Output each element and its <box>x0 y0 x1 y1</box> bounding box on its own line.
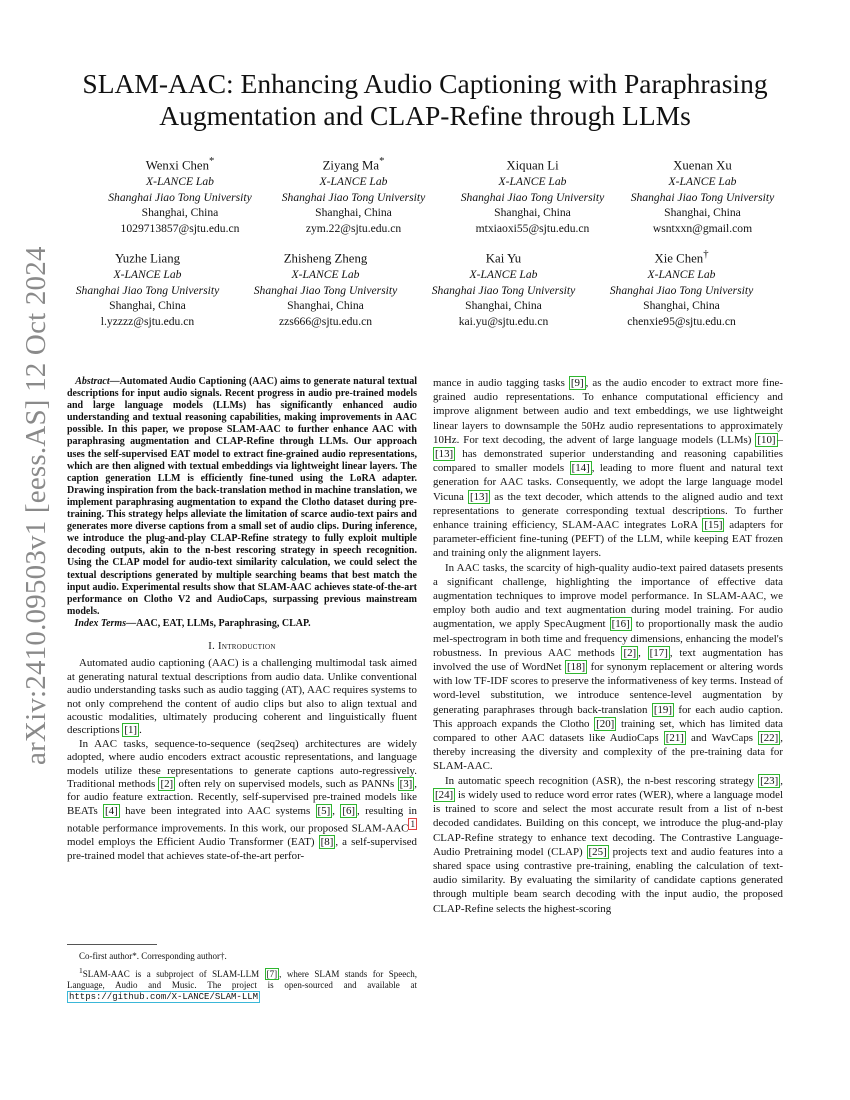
citation-link[interactable]: [3] <box>399 778 413 791</box>
author-name: Zhisheng Zheng <box>283 251 368 266</box>
author-email[interactable]: wsntxxn@gmail.com <box>652 222 753 236</box>
paragraph-text: projects text and audio features into a shared space using contrastive pre-training, enabling the calculation of text-audio similarity. By evaluating the similarity of candidate captions generated through multiple beam search decoding with the input audio, the proposed CLAP-Refine selects the highest-scoring <box>433 845 783 915</box>
author-location: Shanghai, China <box>109 299 186 313</box>
citation-link[interactable]: [15] <box>704 519 723 532</box>
abstract-label: Abstract <box>75 376 110 387</box>
author-location: Shanghai, China <box>494 206 571 220</box>
author-university: Shanghai Jiao Tong University <box>75 283 220 297</box>
author-mark: † <box>703 249 709 260</box>
paragraph-text: , <box>332 804 341 817</box>
citation-link[interactable]: [13] <box>469 490 489 503</box>
paragraph-text: In automatic speech recognition (ASR), the n-best rescoring strategy <box>445 774 759 787</box>
footnote-mark: 1 <box>79 966 83 975</box>
citation-link[interactable]: [20] <box>596 717 615 730</box>
citation-link[interactable]: [16] <box>611 618 630 631</box>
intro-paragraph <box>433 561 783 774</box>
left-column <box>67 376 417 863</box>
author-location: Shanghai, China <box>465 299 542 313</box>
abstract-text: —Automated Audio Captioning (AAC) aims to generate natural textual descriptions for input audio signals. Recent progress in audio pre-trained models and large language models (LLMs) has significantly enhanced audio understanding and textual reasoning capabilities, making improvements in AAC possible. In this paper, we propose SLAM-AAC to further enhance AAC with paraphrasing augmentation and CLAP-Refine through LLMs. Our approach uses the self-supervised EAT model to extract fine-grained audio representations, which are then aligned with textual embeddings via lightweight linear layers. The caption generation LLM is efficiently fine-tuned using the LoRA adapter. Drawing inspiration from the back-translation method in machine translation, we implement paraphrasing augmentation to expand the Clotho dataset during pre-training. This strategy helps alleviate the limitation of scarce audio-text pairs and generates more diverse captions from a small set of audio clips. During inference, we introduce the plug-and-play CLAP-Refine strategy to fully exploit multiple decoding outputs, akin to the n-best rescoring strategy in speech recognition. Using the CLAP model for audio-text similarity calculation, we could select the textual descriptions generated by multiple searching beams that best match the input audio. Experimental results show that SLAM-AAC achieves state-of-the-art performance on Clotho V2 and AudioCaps, surpassing previous mainstream models. <box>67 376 418 617</box>
citation-link[interactable]: [2] <box>623 646 637 659</box>
paragraph-text: has demonstrated superior understanding and reasoning capabilities compared to smaller models <box>433 448 783 475</box>
author-mark: * <box>208 156 215 167</box>
author-lab: X-LANCE Lab <box>498 175 567 189</box>
paragraph-text: mance in audio tagging tasks <box>433 377 569 389</box>
paragraph-text: In AAC tasks, sequence-to-sequence (seq2seq) architectures are widely adopted, where audio encoders extract acoustic representations, and language models utilize these representations to generate captions auto-regressively. Traditional methods <box>67 737 417 791</box>
intro-paragraph <box>433 376 783 561</box>
paragraph-text: , resulting in notable performance improvements. In this work, our proposed SLAM-AAC <box>67 804 417 835</box>
citation-link[interactable]: [7] <box>266 969 278 979</box>
author-university: Shanghai Jiao Tong University <box>630 190 775 204</box>
paragraph-text: , <box>780 774 783 787</box>
author-name: Wenxi Chen <box>145 158 209 173</box>
author-block <box>251 153 456 237</box>
author-email[interactable]: 1029713857@sjtu.edu.cn <box>120 222 240 236</box>
author-lab: X-LANCE Lab <box>146 175 214 189</box>
paragraph-text: and WavCaps <box>685 732 759 745</box>
author-name: Xuenan Xu <box>673 158 732 173</box>
author-block <box>610 153 795 237</box>
index-terms-text: —AAC, EAT, LLMs, Paraphrasing, CLAP. <box>126 617 311 629</box>
footnote-coauthor: Co-first author*. Corresponding author†. <box>79 951 227 961</box>
citation-link[interactable]: [2] <box>160 778 174 791</box>
paragraph-text: – <box>777 433 783 446</box>
author-location: Shanghai, China <box>643 299 720 313</box>
author-email[interactable]: mtxiaoxi55@sjtu.edu.cn <box>475 222 590 236</box>
paragraph-text: , text augmentation has involved the use of WordNet <box>433 646 783 674</box>
author-email[interactable]: zym.22@sjtu.edu.cn <box>305 222 402 236</box>
citation-link[interactable]: [22] <box>760 732 779 745</box>
citation-link[interactable]: [10] <box>757 433 776 446</box>
paragraph-text: In AAC tasks, the scarcity of high-quality audio-text paired datasets presents a significant challenge, highlighting the importance of effective data augmentation techniques to improve model performance. In SLAM-AAC, we employ both audio and text augmentation during model training. For audio augmentation, we apply SpecAugment <box>433 561 783 631</box>
intro-paragraph: Automated audio captioning (AAC) is a challenging multimodal task aimed at generating natural textual descriptions from audio data. Unlike conventional audio understanding tasks such as audio tagging (AT), AAC requires systems to not only comprehend the content of audio clips but also to align textual and acoustic modalities, ultimately producing coherent and linguistically fluent descriptions [1] . <box>67 657 417 737</box>
paragraph-text: , <box>638 646 648 659</box>
author-lab: X-LANCE Lab <box>647 268 716 282</box>
abstract <box>67 376 417 618</box>
author-name: Kai Yu <box>485 251 522 266</box>
author-block <box>85 153 275 237</box>
section-numeral: I. <box>208 640 219 652</box>
footnote-link[interactable]: 1 <box>410 819 415 830</box>
paragraph-text: for synonym replacement or altering words with low TF-IDF scores to preserve the informativeness of key terms. Instead of word-level substitution, we introduce sentence-level augmentation by generating paraphrases through back-translation <box>433 661 783 716</box>
citation-link[interactable]: [23] <box>760 774 779 787</box>
arxiv-identifier-stamp: arXiv:2410.09503v1 [eess.AS] 12 Oct 2024 <box>20 246 52 765</box>
author-university: Shanghai Jiao Tong University <box>609 283 754 297</box>
paragraph-text: as the text decoder, which attends to the aligned audio and text representations to generate corresponding textual descriptions. To further enhance training efficiency, SLAM-AAC integrates LoRA <box>433 490 783 532</box>
author-name: Xiquan Li <box>506 158 559 173</box>
paragraph-text: is widely used to reduce word error rates (WER), where a language model is trained to score and select the most accurate result from a list of n-best decoded candidates. Building on this concept, we introduce the plug-and-play CLAP-Refine strategy to enhance text decoding. The Contrastive Language-Audio Pretraining model (CLAP) <box>433 788 783 858</box>
citation-link[interactable]: [9] <box>570 377 584 389</box>
citation-link[interactable]: [14] <box>571 462 590 475</box>
author-email[interactable]: l.yzzzz@sjtu.edu.cn <box>100 315 195 329</box>
author-university: Shanghai Jiao Tong University <box>281 190 426 204</box>
footnotes <box>67 951 417 1006</box>
intro-paragraph <box>433 774 783 916</box>
author-location: Shanghai, China <box>664 206 741 220</box>
author-name: Yuzhe Liang <box>114 251 181 266</box>
paragraph-text: adapters for parameter-efficient fine-tuning (PEFT) of the LLM, while keeping EAT frozen and training only the alignment layers. <box>433 519 783 560</box>
citation-link[interactable]: [6] <box>342 804 356 817</box>
github-link[interactable]: https://github.com/X-LANCE/SLAM-LLM <box>69 992 259 1002</box>
citation-link[interactable]: [18] <box>567 661 586 674</box>
section-heading-introduction <box>67 640 417 653</box>
citation-link[interactable]: [17] <box>649 646 668 659</box>
author-block <box>430 153 635 237</box>
citation-link[interactable]: [4] <box>105 804 118 817</box>
author-block <box>55 246 240 330</box>
citation-link[interactable]: [8] <box>320 836 334 849</box>
author-name: Xie Chen <box>654 251 704 266</box>
paragraph-text: , a self-supervised pre-trained model that achieves state-of-the-art perfor- <box>67 836 418 862</box>
author-university: Shanghai Jiao Tong University <box>431 283 576 297</box>
footnote-rule <box>67 944 157 945</box>
citation-link[interactable]: [25] <box>588 845 607 858</box>
intro-paragraph <box>67 738 417 863</box>
author-location: Shanghai, China <box>141 206 219 220</box>
author-university: Shanghai Jiao Tong University <box>253 283 398 297</box>
author-lab: X-LANCE Lab <box>319 175 388 189</box>
paragraph-text: model employs the Efficient Audio Transformer (EAT) <box>67 836 319 849</box>
paragraph-text: have been integrated into AAC systems <box>119 804 316 817</box>
author-university: Shanghai Jiao Tong University <box>460 190 605 204</box>
footnote-text: , where SLAM stands for Speech, Language, Audio and Music. The project is open-sourced and available at <box>67 969 417 990</box>
author-block <box>589 246 774 330</box>
index-terms <box>67 618 417 630</box>
citation-link[interactable]: [1] <box>124 724 138 737</box>
author-lab: X-LANCE Lab <box>469 268 538 282</box>
author-name: Ziyang Ma <box>322 158 380 173</box>
citation-link[interactable]: [21] <box>665 732 684 745</box>
paragraph-text: , for audio feature extraction. Recently, self-supervised pre-trained models like BEATs <box>67 778 417 817</box>
paragraph-text: Automated audio captioning (AAC) is a challenging multimodal task aimed at generating natural textual descriptions from audio data. Unlike conventional audio understanding tasks such as audio tagging (AT), AAC requires systems to not only comprehend the content of audio clips but also to align textual and acoustic modalities, ultimately producing coherent and linguistically fluent descriptions <box>67 657 417 737</box>
paragraph-text: to proportionally mask the audio mel-spectrogram in both time and frequency dimensions, enhancing the model's robustness. In previous AAC methods <box>433 618 783 659</box>
footnote-project <box>67 965 417 1003</box>
author-email[interactable]: chenxie95@sjtu.edu.cn <box>627 315 736 329</box>
paragraph-text: , as the audio encoder to extract more fine-grained audio representations. To enhance computational efficiency and improve alignment between audio and text embeddings, we use lightweight linear layers to downsample the 50Hz audio representations to approximately 10Hz. For text decoding, the advent of large language models (LLMs) <box>433 377 783 446</box>
author-block <box>411 246 596 330</box>
paragraph-text: often rely on supervised models, such as PANNs <box>175 778 398 791</box>
author-lab: X-LANCE Lab <box>291 268 360 282</box>
citation-link[interactable]: [13] <box>435 448 454 461</box>
author-mark: * <box>379 156 385 167</box>
author-location: Shanghai, China <box>315 206 392 220</box>
paragraph-text: for each audio caption. This approach expands the Clotho <box>433 703 783 730</box>
author-email[interactable]: kai.yu@sjtu.edu.cn <box>458 315 549 329</box>
author-lab: X-LANCE Lab <box>668 175 737 189</box>
index-terms-label: Index Terms <box>74 617 127 629</box>
right-column <box>433 376 783 916</box>
paragraph-text: , leading to more fluent and natural text generation for AAC tasks. Consequently, we adopt the large language model Vicuna <box>433 462 783 503</box>
citation-link[interactable]: [24] <box>435 788 454 801</box>
citation-link[interactable]: [5] <box>317 804 331 817</box>
paper-title: SLAM-AAC: Enhancing Audio Captioning with Paraphrasing Augmentation and CLAP-Refine through LLMs <box>82 68 768 131</box>
paragraph-text: training set, which has limited data compared to other AAC datasets like AudioCaps <box>433 717 784 745</box>
author-lab: X-LANCE Lab <box>113 268 182 282</box>
footnote-text: SLAM-AAC is a subproject of SLAM-LLM <box>82 969 265 979</box>
author-email[interactable]: zzs666@sjtu.edu.cn <box>278 315 373 329</box>
author-location: Shanghai, China <box>287 299 364 313</box>
paragraph-text: , thereby increasing the diversity and complexity of the pre-training data for SLAM-AAC. <box>433 732 783 773</box>
author-university: Shanghai Jiao Tong University <box>108 190 252 204</box>
citation-link[interactable]: [19] <box>653 703 672 716</box>
section-title: Introduction <box>218 640 276 652</box>
author-block <box>233 246 418 330</box>
